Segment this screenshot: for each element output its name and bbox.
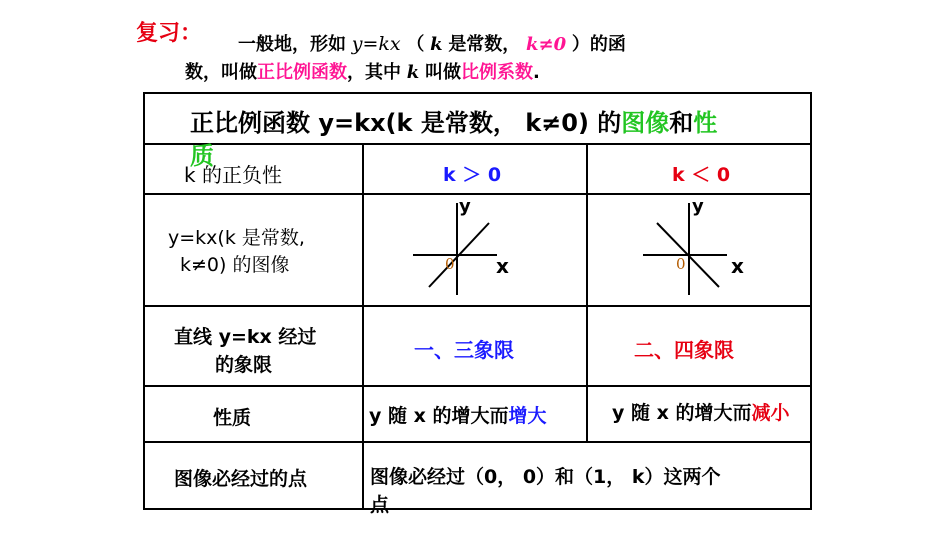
intro-text: ）的函 [571, 34, 626, 55]
sign-positive: k ＞ 0 [443, 164, 502, 186]
property-increase: 增大 [508, 405, 547, 427]
sign-negative: k ＜ 0 [672, 164, 731, 186]
point-value: 图像必经过（0， 0）和（1， k）这两个 [370, 466, 721, 488]
row-label-quadrant-2: 的象限 [215, 354, 273, 376]
intro-text: . [532, 62, 540, 83]
x-axis-label: x [496, 254, 509, 278]
row-label-sign: k 的正负性 [184, 163, 282, 187]
table-border-left [143, 92, 145, 510]
property-negative [612, 398, 790, 425]
intro-text: 是常数， [448, 34, 521, 55]
row-label-graph-2: k≠0) 的图像 [180, 254, 290, 276]
row-label-graph: y=kx(k 是常数, [168, 227, 305, 249]
table-border-bottom [143, 508, 812, 510]
intro-text: 一般地，形如 [238, 34, 346, 55]
title-text: 正比例函数 y=kx(k 是常数， k≠0) 的 [190, 109, 622, 137]
table-border-top [143, 92, 812, 94]
property-text: y 随 x 的增大而 [369, 405, 509, 427]
review-label: 复习： [136, 21, 203, 46]
intro-line-1 [238, 30, 626, 56]
intro-text: 数，叫做 [185, 62, 257, 83]
table-rule [143, 441, 812, 443]
origin-label: 0 [445, 255, 455, 273]
property-decrease: 减小 [751, 402, 790, 424]
graph-k-negative [635, 195, 755, 300]
intro-line-2 [185, 58, 540, 84]
intro-text: 叫做 [424, 62, 461, 83]
property-text: y 随 x 的增大而 [612, 402, 752, 424]
row-label-point: 图像必经过的点 [174, 468, 308, 490]
title-property-wrap: 质 [190, 142, 214, 170]
table-col-rule [362, 143, 364, 510]
quadrant-positive: 一、三象限 [414, 338, 514, 362]
formula: y=kx [351, 33, 401, 55]
table-rule [143, 143, 812, 145]
y-axis-label: y [459, 196, 471, 217]
row-label-property: 性质 [213, 407, 252, 429]
term-direct-proportion: 正比例函数 [257, 62, 347, 83]
intro-text: ，其中 [347, 62, 401, 83]
origin-label: 0 [676, 255, 686, 273]
condition: k≠0 [526, 34, 567, 55]
x-axis-label: x [731, 254, 744, 278]
term-coefficient: 比例系数 [460, 62, 533, 83]
table-rule [143, 385, 812, 387]
table-title [190, 103, 717, 138]
property-positive [369, 401, 547, 428]
title-and: 和 [669, 109, 694, 137]
intro-text: （ [406, 34, 425, 55]
k-symbol: k [406, 62, 420, 83]
title-graph: 图像 [621, 109, 670, 137]
table-border-right [810, 92, 812, 510]
k-symbol: k [430, 34, 443, 55]
title-property: 性 [693, 109, 718, 137]
quadrant-negative: 二、四象限 [634, 338, 734, 362]
y-axis-label: y [692, 196, 704, 217]
point-value-2: 点 [370, 494, 390, 516]
graph-k-positive [405, 195, 525, 300]
row-label-quadrant: 直线 y=kx 经过 [174, 326, 317, 348]
table-col-rule [586, 143, 588, 441]
table-rule [143, 305, 812, 307]
